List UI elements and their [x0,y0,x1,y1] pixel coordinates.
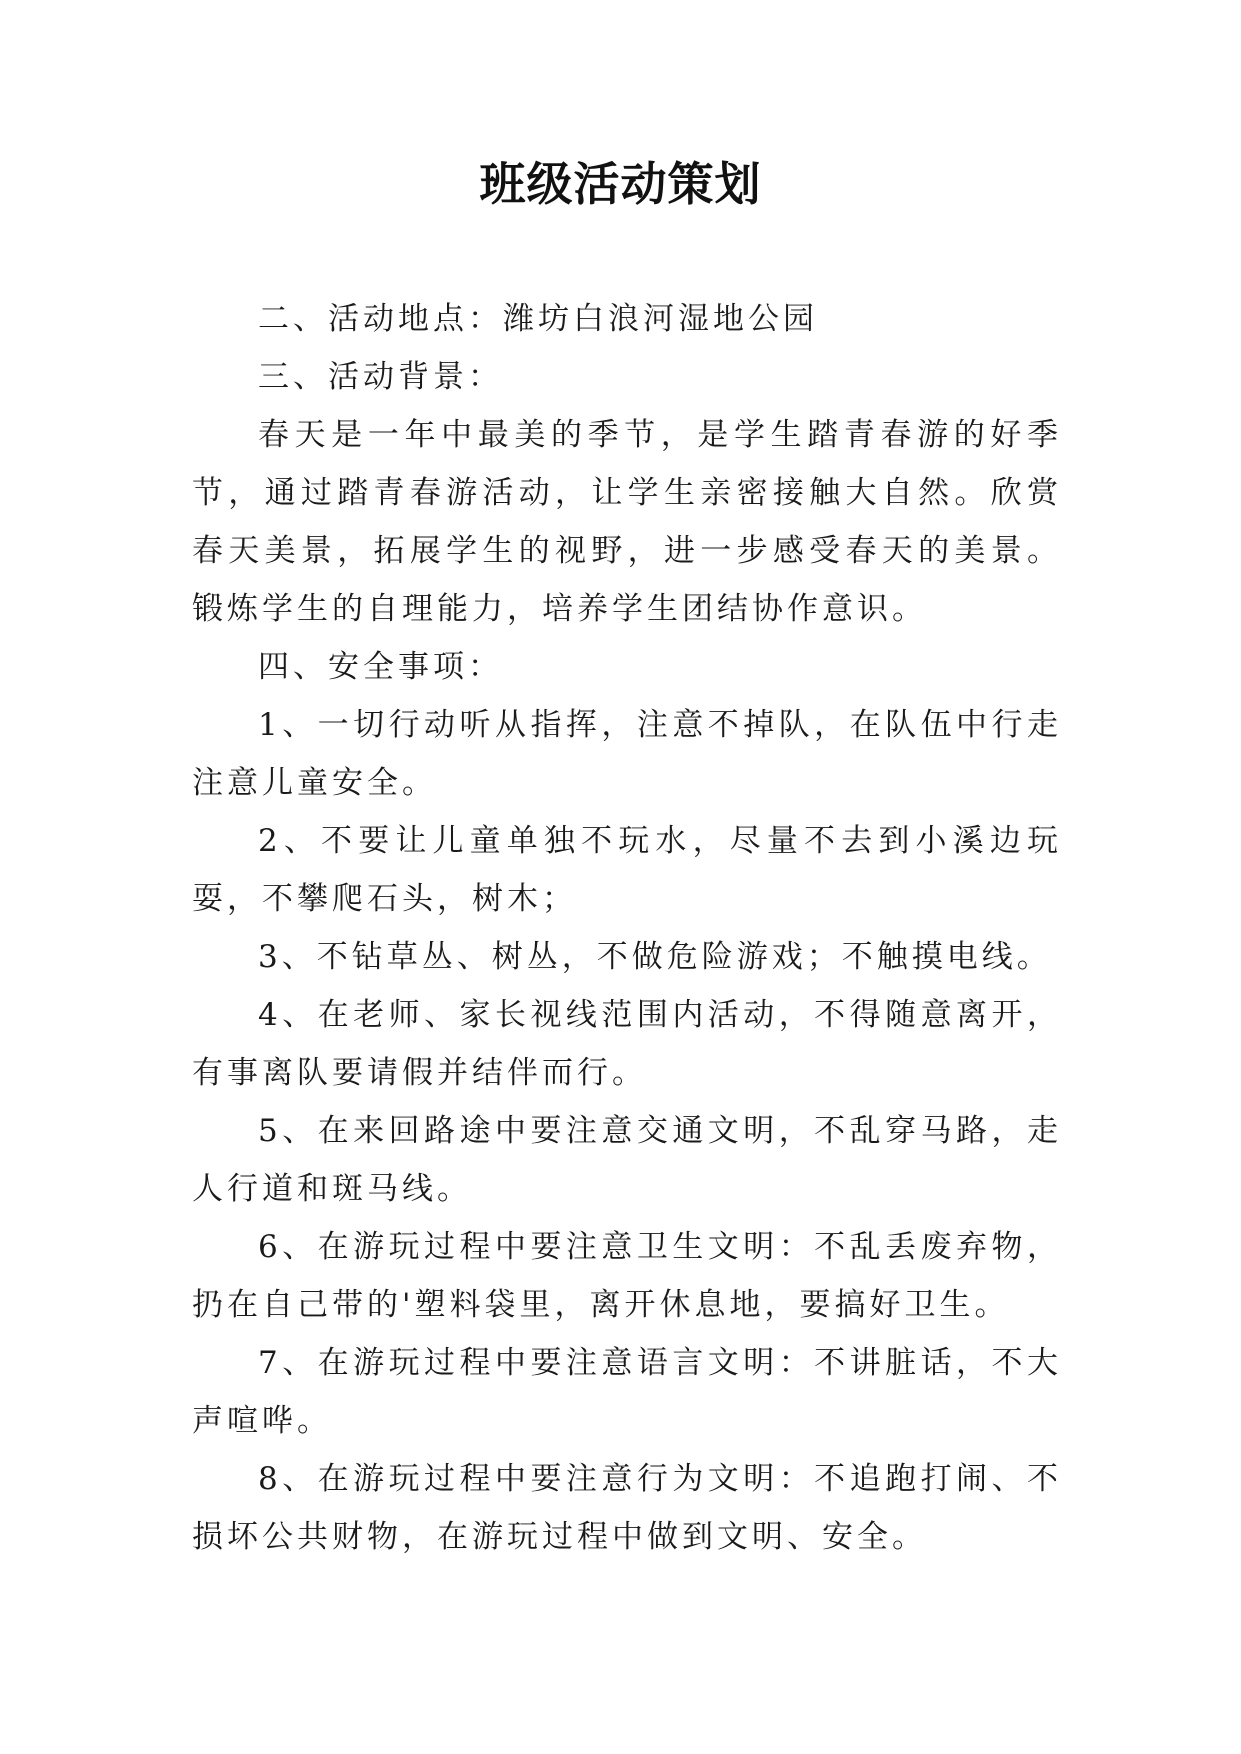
paragraph-safety-item-1: 1、一切行动听从指挥，注意不掉队，在队伍中行走注意儿童安全。 [192,707,1062,801]
document-body [192,290,1062,1566]
paragraph-safety-item-6: 6、在游玩过程中要注意卫生文明：不乱丢废弃物，扔在自己带的'塑料袋里，离开休息地，要搞好卫生。 [192,1229,1062,1323]
paragraph-safety-heading: 四、安全事项： [258,649,503,685]
paragraph-safety-item-7: 7、在游玩过程中要注意语言文明：不讲脏话，不大声喧哗。 [192,1345,1062,1439]
paragraph-safety-item-3: 3、不钻草丛、树丛，不做危险游戏；不触摸电线。 [258,939,1052,975]
paragraph-location: 二、活动地点：潍坊白浪河湿地公园 [258,301,818,337]
document-title: 班级活动策划 [479,157,762,211]
paragraph-safety-item-4: 4、在老师、家长视线范围内活动，不得随意离开，有事离队要请假并结伴而行。 [192,997,1062,1091]
paragraph-safety-item-5: 5、在来回路途中要注意交通文明，不乱穿马路，走人行道和斑马线。 [192,1113,1062,1207]
paragraph-background-heading: 三、活动背景： [258,359,503,395]
paragraph-safety-item-8: 8、在游玩过程中要注意行为文明：不追跑打闹、不损坏公共财物，在游玩过程中做到文明、安全。 [192,1461,1062,1555]
paragraph-safety-item-2: 2、不要让儿童单独不玩水，尽量不去到小溪边玩耍，不攀爬石头，树木； [192,823,1062,917]
paragraph-background-text: 春天是一年中最美的季节，是学生踏青春游的好季节，通过踏青春游活动，让学生亲密接触大自然。欣赏春天美景，拓展学生的视野，进一步感受春天的美景。锻炼学生的自理能力，培养学生团结协作意识。 [192,417,1062,627]
